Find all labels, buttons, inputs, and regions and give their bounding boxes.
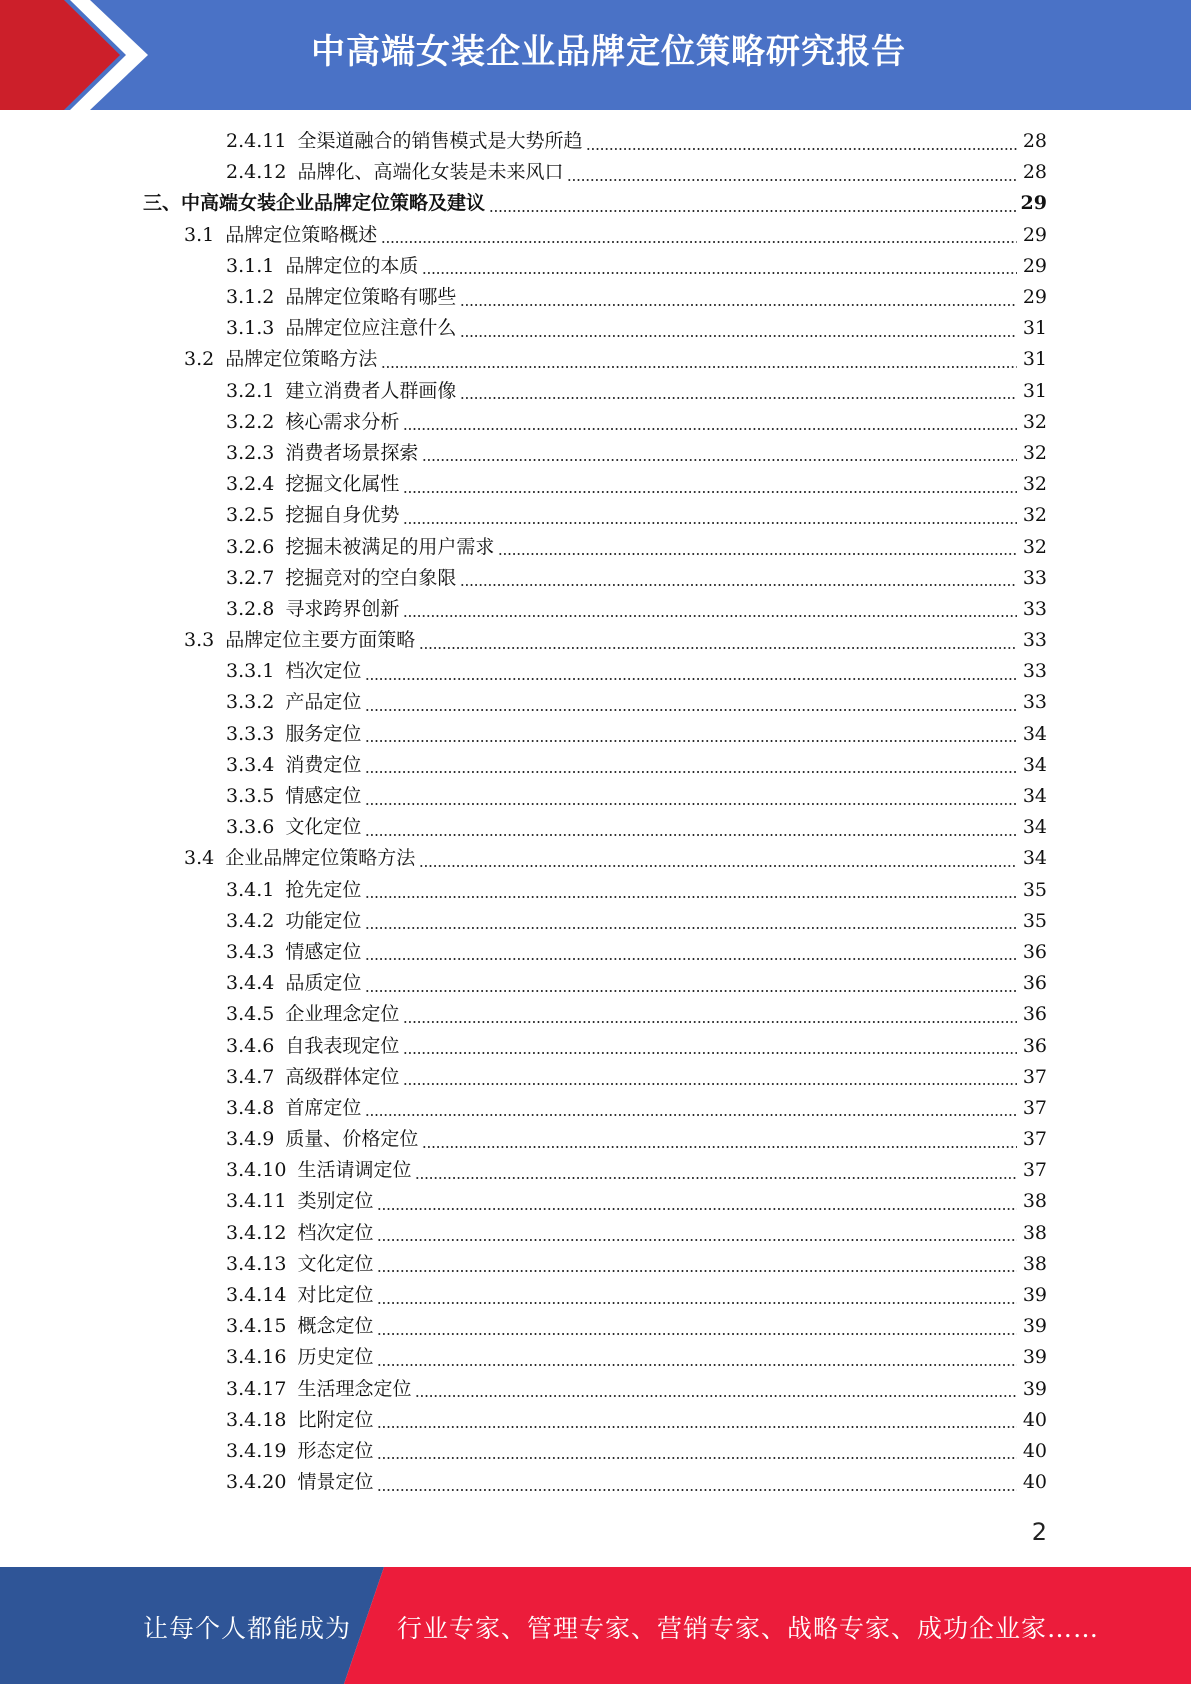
toc-entry-number: 3.4.7: [226, 1065, 275, 1088]
toc-entry-page: 39: [1022, 1315, 1047, 1338]
toc-dot-leader: [460, 304, 1017, 306]
toc-entry-page: 38: [1022, 1221, 1047, 1244]
toc-entry-title: 功能定位: [285, 909, 362, 932]
footer-slogan-right: 行业专家、管理专家、营销专家、战略专家、成功企业家……: [397, 1614, 1100, 1643]
toc-entry-page: 28: [1022, 130, 1047, 153]
toc-entry-page: 29: [1022, 223, 1047, 246]
toc-entry-title: 企业理念定位: [285, 1003, 400, 1026]
toc-dot-leader: [377, 1489, 1017, 1491]
toc-entry[interactable]: [0, 500, 1191, 531]
toc-entry-title: 产品定位: [285, 691, 362, 714]
toc-entry-number: 3.1.2: [226, 286, 275, 309]
toc-entry-title: 核心需求分析: [285, 410, 400, 433]
toc-entry-number: 3.2: [184, 348, 215, 371]
toc-dot-leader: [365, 990, 1017, 992]
toc-entry[interactable]: [0, 220, 1191, 251]
toc-entry-page: 34: [1022, 847, 1047, 870]
toc-entry-page: 35: [1022, 909, 1047, 932]
toc-dot-leader: [365, 896, 1017, 898]
toc-dot-leader: [415, 1395, 1017, 1397]
toc-entry-page: 39: [1022, 1284, 1047, 1307]
page-number: 2: [1031, 1518, 1047, 1546]
toc-dot-leader: [403, 428, 1017, 430]
toc-entry[interactable]: [0, 1436, 1191, 1467]
toc-entry-page: 32: [1022, 504, 1047, 527]
toc-entry-number: 3.1.3: [226, 317, 275, 340]
toc-entry-title: 全渠道融合的销售模式是大势所趋: [297, 130, 583, 153]
toc-dot-leader: [381, 241, 1017, 243]
toc-entry-title: 企业品牌定位策略方法: [225, 847, 416, 870]
toc-entry[interactable]: [0, 1280, 1191, 1311]
toc-entry[interactable]: [0, 625, 1191, 656]
toc-entry-number: 3.4.5: [226, 1003, 275, 1026]
toc-entry-title: 品牌定位主要方面策略: [225, 629, 416, 652]
toc-entry-page: 34: [1022, 753, 1047, 776]
toc-entry-number: 3.2.1: [226, 379, 275, 402]
toc-entry-number: 3.4.20: [226, 1471, 287, 1494]
toc-entry-page: 32: [1022, 410, 1047, 433]
toc-dot-leader: [415, 1177, 1017, 1179]
toc-entry-number: 3.2.4: [226, 473, 275, 496]
toc-entry-title: 首席定位: [285, 1096, 362, 1119]
toc-entry-title: 类别定位: [297, 1190, 374, 1213]
toc-entry-number: 3.4.1: [226, 878, 275, 901]
toc-entry-number: 3.3.6: [226, 816, 275, 839]
toc-entry-page: 32: [1022, 473, 1047, 496]
toc-dot-leader: [377, 1426, 1017, 1428]
toc-entry-title: 品质定位: [285, 972, 362, 995]
toc-dot-leader: [365, 740, 1017, 742]
toc-entry-page: 37: [1022, 1159, 1047, 1182]
toc-dot-leader: [403, 615, 1017, 617]
toc-entry-number: 3.3: [184, 629, 215, 652]
toc-entry-number: 3.4.9: [226, 1128, 275, 1151]
toc-dot-leader: [365, 927, 1017, 929]
toc-entry-title: 自我表现定位: [285, 1034, 400, 1057]
toc-entry-number: 3.4: [184, 847, 215, 870]
toc-entry[interactable]: [0, 469, 1191, 500]
toc-entry-title: 挖掘竞对的空白象限: [285, 566, 457, 589]
toc-entry-title: 比附定位: [297, 1408, 374, 1431]
toc-entry-number: 3.3.1: [226, 660, 275, 683]
toc-entry[interactable]: [0, 999, 1191, 1030]
toc-entry[interactable]: [0, 1093, 1191, 1124]
toc-entry-page: 29: [1020, 192, 1047, 215]
toc-entry-page: 37: [1022, 1128, 1047, 1151]
toc-entry-page: 38: [1022, 1252, 1047, 1275]
toc-entry-number: 3.4.13: [226, 1252, 287, 1275]
toc-entry-number: 3.2.2: [226, 410, 275, 433]
toc-dot-leader: [365, 803, 1017, 805]
toc-entry[interactable]: [0, 344, 1191, 375]
toc-entry-number: 3.1: [184, 223, 215, 246]
toc-entry[interactable]: [0, 750, 1191, 781]
toc-entry-title: 品牌定位策略方法: [225, 348, 378, 371]
toc-entry[interactable]: [0, 937, 1191, 968]
toc-entry[interactable]: [0, 968, 1191, 999]
toc-entry-number: 3.2.7: [226, 566, 275, 589]
toc-entry[interactable]: [0, 563, 1191, 594]
toc-dot-leader: [377, 1333, 1017, 1335]
toc-entry-number: 3.4.4: [226, 972, 275, 995]
toc-entry-title: 品牌定位的本质: [285, 254, 419, 277]
toc-entry-number: 3.4.15: [226, 1315, 287, 1338]
toc-entry-page: 37: [1022, 1065, 1047, 1088]
toc-entry[interactable]: [0, 687, 1191, 718]
toc-dot-leader: [365, 834, 1017, 836]
toc-entry-page: 35: [1022, 878, 1047, 901]
toc-entry-page: 33: [1022, 691, 1047, 714]
toc-dot-leader: [377, 1239, 1017, 1241]
toc-entry-title: 品牌定位策略概述: [225, 223, 378, 246]
toc-entry[interactable]: [0, 251, 1191, 282]
toc-entry-title: 消费定位: [285, 753, 362, 776]
toc-entry-title: 情景定位: [297, 1471, 374, 1494]
toc-entry-number: 3.3.5: [226, 785, 275, 808]
toc-entry-number: 3.2.6: [226, 535, 275, 558]
toc-entry-title: 对比定位: [297, 1284, 374, 1307]
toc-entry[interactable]: [0, 719, 1191, 750]
toc-dot-leader: [365, 709, 1017, 711]
toc-entry[interactable]: [0, 875, 1191, 906]
toc-entry-page: 29: [1022, 254, 1047, 277]
toc-dot-leader: [365, 771, 1017, 773]
toc-entry-page: 32: [1022, 441, 1047, 464]
toc-dot-leader: [419, 647, 1017, 649]
toc-entry-number: 3.4.14: [226, 1284, 287, 1307]
toc-dot-leader: [460, 397, 1017, 399]
toc-dot-leader: [419, 865, 1017, 867]
toc-dot-leader: [377, 1364, 1017, 1366]
table-of-contents: [0, 126, 1191, 1498]
toc-entry-page: 34: [1022, 785, 1047, 808]
toc-entry-page: 38: [1022, 1190, 1047, 1213]
header-banner: [0, 0, 1191, 110]
toc-entry-page: 33: [1022, 566, 1047, 589]
toc-entry-page: 39: [1022, 1346, 1047, 1369]
toc-entry-number: 3.4.11: [226, 1190, 287, 1213]
footer-slogan-left: 让每个人都能成为: [143, 1614, 352, 1643]
toc-entry-title: 情感定位: [285, 940, 362, 963]
toc-entry-page: 39: [1022, 1377, 1047, 1400]
toc-entry[interactable]: [0, 1467, 1191, 1498]
toc-entry-page: 32: [1022, 535, 1047, 558]
toc-entry[interactable]: [0, 1155, 1191, 1186]
toc-entry-number: 3.4.2: [226, 909, 275, 932]
toc-dot-leader: [422, 272, 1017, 274]
toc-entry-title: 服务定位: [285, 722, 362, 745]
toc-entry[interactable]: [0, 282, 1191, 313]
toc-dot-leader: [498, 553, 1017, 555]
toc-entry[interactable]: [0, 812, 1191, 843]
toc-entry-number: 3.4.19: [226, 1439, 287, 1462]
toc-entry[interactable]: [0, 531, 1191, 562]
toc-entry[interactable]: [0, 376, 1191, 407]
toc-entry-page: 36: [1022, 940, 1047, 963]
toc-entry-page: 40: [1022, 1439, 1047, 1462]
toc-entry[interactable]: [0, 906, 1191, 937]
toc-entry[interactable]: [0, 843, 1191, 874]
toc-dot-leader: [460, 335, 1017, 337]
toc-dot-leader: [381, 366, 1017, 368]
toc-entry[interactable]: [0, 1124, 1191, 1155]
toc-entry-number: 3.4.17: [226, 1377, 287, 1400]
toc-entry-page: 37: [1022, 1096, 1047, 1119]
toc-entry-page: 31: [1022, 379, 1047, 402]
toc-entry-number: 2.4.12: [226, 161, 287, 184]
toc-dot-leader: [377, 1270, 1017, 1272]
toc-dot-leader: [365, 678, 1017, 680]
toc-dot-leader: [403, 1021, 1017, 1023]
footer-banner: [0, 1567, 1191, 1684]
toc-entry-title: 建立消费者人群画像: [285, 379, 457, 402]
toc-entry-title: 档次定位: [285, 660, 362, 683]
toc-entry-page: 31: [1022, 348, 1047, 371]
toc-entry-number: 3.4.10: [226, 1159, 287, 1182]
toc-entry-title: 品牌定位应注意什么: [285, 317, 457, 340]
toc-entry-number: 3.1.1: [226, 254, 275, 277]
toc-dot-leader: [377, 1302, 1017, 1304]
toc-entry-page: 36: [1022, 1034, 1047, 1057]
toc-entry-page: 36: [1022, 1003, 1047, 1026]
toc-entry-number: 3.4.3: [226, 940, 275, 963]
toc-dot-leader: [377, 1457, 1017, 1459]
toc-entry-title: 生活请调定位: [297, 1159, 412, 1182]
toc-dot-leader: [377, 1208, 1017, 1210]
toc-entry-title: 寻求跨界创新: [285, 597, 400, 620]
toc-entry-title: 历史定位: [297, 1346, 374, 1369]
toc-dot-leader: [365, 958, 1017, 960]
toc-entry-page: 34: [1022, 816, 1047, 839]
toc-entry-number: 3.4.6: [226, 1034, 275, 1057]
toc-entry-number: 3.4.18: [226, 1408, 287, 1431]
toc-entry-page: 40: [1022, 1408, 1047, 1431]
toc-dot-leader: [422, 459, 1017, 461]
report-title: 中高端女装企业品牌定位策略研究报告: [311, 32, 906, 72]
toc-entry[interactable]: [0, 126, 1191, 157]
toc-entry-page: 40: [1022, 1471, 1047, 1494]
toc-entry-title: 品牌定位策略有哪些: [285, 286, 457, 309]
toc-entry-page: 33: [1022, 660, 1047, 683]
toc-entry-page: 28: [1022, 161, 1047, 184]
toc-entry-title: 质量、价格定位: [285, 1128, 419, 1151]
toc-entry-number: 3.4.8: [226, 1096, 275, 1119]
toc-dot-leader: [403, 1083, 1017, 1085]
toc-entry-title: 高级群体定位: [285, 1065, 400, 1088]
toc-entry[interactable]: [0, 594, 1191, 625]
toc-entry[interactable]: [0, 1030, 1191, 1061]
toc-dot-leader: [403, 522, 1017, 524]
toc-entry-number: 2.4.11: [226, 130, 287, 153]
toc-entry-title: 挖掘自身优势: [285, 504, 400, 527]
toc-dot-leader: [460, 584, 1017, 586]
toc-entry-title: 文化定位: [285, 816, 362, 839]
toc-entry-title: 生活理念定位: [297, 1377, 412, 1400]
toc-entry-page: 31: [1022, 317, 1047, 340]
toc-entry-title: 文化定位: [297, 1252, 374, 1275]
toc-entry-page: 36: [1022, 972, 1047, 995]
toc-dot-leader: [586, 148, 1017, 150]
toc-dot-leader: [365, 1114, 1017, 1116]
toc-dot-leader: [403, 491, 1017, 493]
toc-entry-page: 33: [1022, 597, 1047, 620]
toc-entry-title: 挖掘未被满足的用户需求: [285, 535, 495, 558]
toc-entry-number: 3.3.2: [226, 691, 275, 714]
toc-entry-title: 品牌化、高端化女装是未来风口: [297, 161, 564, 184]
toc-entry-title: 消费者场景探索: [285, 441, 419, 464]
toc-entry-title: 档次定位: [297, 1221, 374, 1244]
toc-entry[interactable]: [0, 313, 1191, 344]
toc-entry[interactable]: [0, 188, 1191, 219]
toc-entry-page: 29: [1022, 286, 1047, 309]
toc-entry[interactable]: [0, 1062, 1191, 1093]
toc-entry-title: 形态定位: [297, 1439, 374, 1462]
toc-entry-number: 3.3.3: [226, 722, 275, 745]
toc-entry[interactable]: [0, 1311, 1191, 1342]
toc-dot-leader: [422, 1146, 1017, 1148]
toc-entry[interactable]: [0, 407, 1191, 438]
toc-entry-number: 3.4.16: [226, 1346, 287, 1369]
toc-entry[interactable]: [0, 656, 1191, 687]
toc-entry[interactable]: [0, 1186, 1191, 1217]
toc-entry[interactable]: [0, 1249, 1191, 1280]
toc-entry-number: 3.2.8: [226, 597, 275, 620]
toc-entry-number: 3.4.12: [226, 1221, 287, 1244]
toc-entry[interactable]: [0, 1342, 1191, 1373]
toc-entry-number: 3.2.5: [226, 504, 275, 527]
toc-entry-page: 33: [1022, 629, 1047, 652]
toc-entry-title: 情感定位: [285, 785, 362, 808]
toc-entry-title: 概念定位: [297, 1315, 374, 1338]
toc-entry[interactable]: [0, 1405, 1191, 1436]
toc-entry[interactable]: [0, 1374, 1191, 1405]
toc-entry[interactable]: [0, 781, 1191, 812]
toc-entry-title: 挖掘文化属性: [285, 473, 400, 496]
toc-dot-leader: [489, 210, 1017, 212]
toc-entry-title: 三、中高端女装企业品牌定位策略及建议: [143, 192, 486, 215]
toc-entry-number: 3.3.4: [226, 753, 275, 776]
toc-entry-page: 34: [1022, 722, 1047, 745]
toc-entry-number: 3.2.3: [226, 441, 275, 464]
toc-entry[interactable]: [0, 438, 1191, 469]
toc-dot-leader: [567, 179, 1017, 181]
toc-entry-title: 抢先定位: [285, 878, 362, 901]
toc-dot-leader: [403, 1052, 1017, 1054]
toc-entry[interactable]: [0, 1218, 1191, 1249]
toc-entry[interactable]: [0, 157, 1191, 188]
